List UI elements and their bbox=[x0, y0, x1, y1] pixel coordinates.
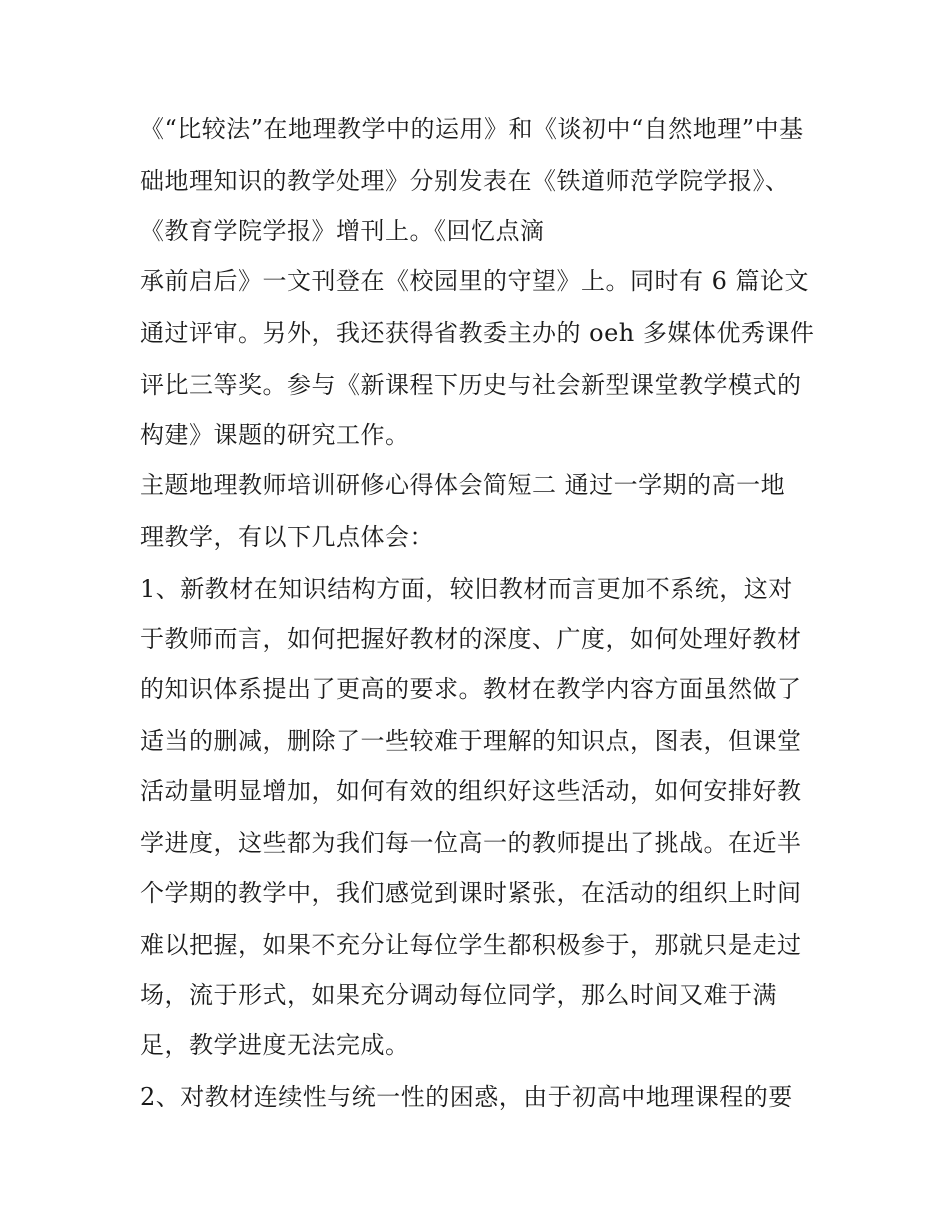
text-line: 的知识体系提出了更高的要求。教材在教学内容方面虽然做了 bbox=[140, 675, 802, 703]
text-line: 主题地理教师培训研修心得体会简短二 通过一学期的高一地 bbox=[140, 471, 786, 499]
text-line: 场，流于形式，如果充分调动每位同学，那么时间又难于满 bbox=[140, 981, 777, 1009]
text-line: 评比三等奖。参与《新课程下历史与社会新型课堂教学模式的 bbox=[140, 371, 802, 399]
text-line: 于教师而言，如何把握好教材的深度、广度，如何处理好教材 bbox=[140, 625, 802, 653]
text-line: 足，教学进度无法完成。 bbox=[140, 1031, 410, 1059]
text-line: 2、对教材连续性与统一性的困惑，由于初高中地理课程的要 bbox=[140, 1083, 793, 1111]
text-line: 1、新教材在知识结构方面，较旧教材而言更加不系统，这对 bbox=[140, 575, 793, 603]
text-line: 学进度，这些都为我们每一位高一的教师提出了挑战。在近半 bbox=[140, 829, 802, 857]
text-line: 《“比较法”在地理教学中的运用》和《谈初中“自然地理”中基 bbox=[140, 115, 804, 143]
text-line: 适当的删减，删除了一些较难于理解的知识点，图表，但课堂 bbox=[140, 727, 802, 755]
text-line: 构建》课题的研究工作。 bbox=[140, 421, 410, 449]
text-line: 《教育学院学报》增刊上。《回忆点滴 bbox=[140, 217, 545, 245]
text-line: 承前启后》一文刊登在《校园里的守望》上。同时有 6 篇论文 bbox=[140, 267, 810, 295]
text-line: 理教学，有以下几点体会： bbox=[140, 523, 434, 551]
text-line: 难以把握，如果不充分让每位学生都积极参于，那就只是走过 bbox=[140, 931, 802, 959]
text-line: 础地理知识的教学处理》分别发表在《铁道师范学院学报》、 bbox=[140, 167, 790, 195]
text-line: 个学期的教学中，我们感觉到课时紧张，在活动的组织上时间 bbox=[140, 879, 802, 907]
text-line: 活动量明显增加，如何有效的组织好这些活动，如何安排好教 bbox=[140, 777, 802, 805]
text-line: 通过评审。另外，我还获得省教委主办的 oeh 多媒体优秀课件 bbox=[140, 319, 815, 347]
